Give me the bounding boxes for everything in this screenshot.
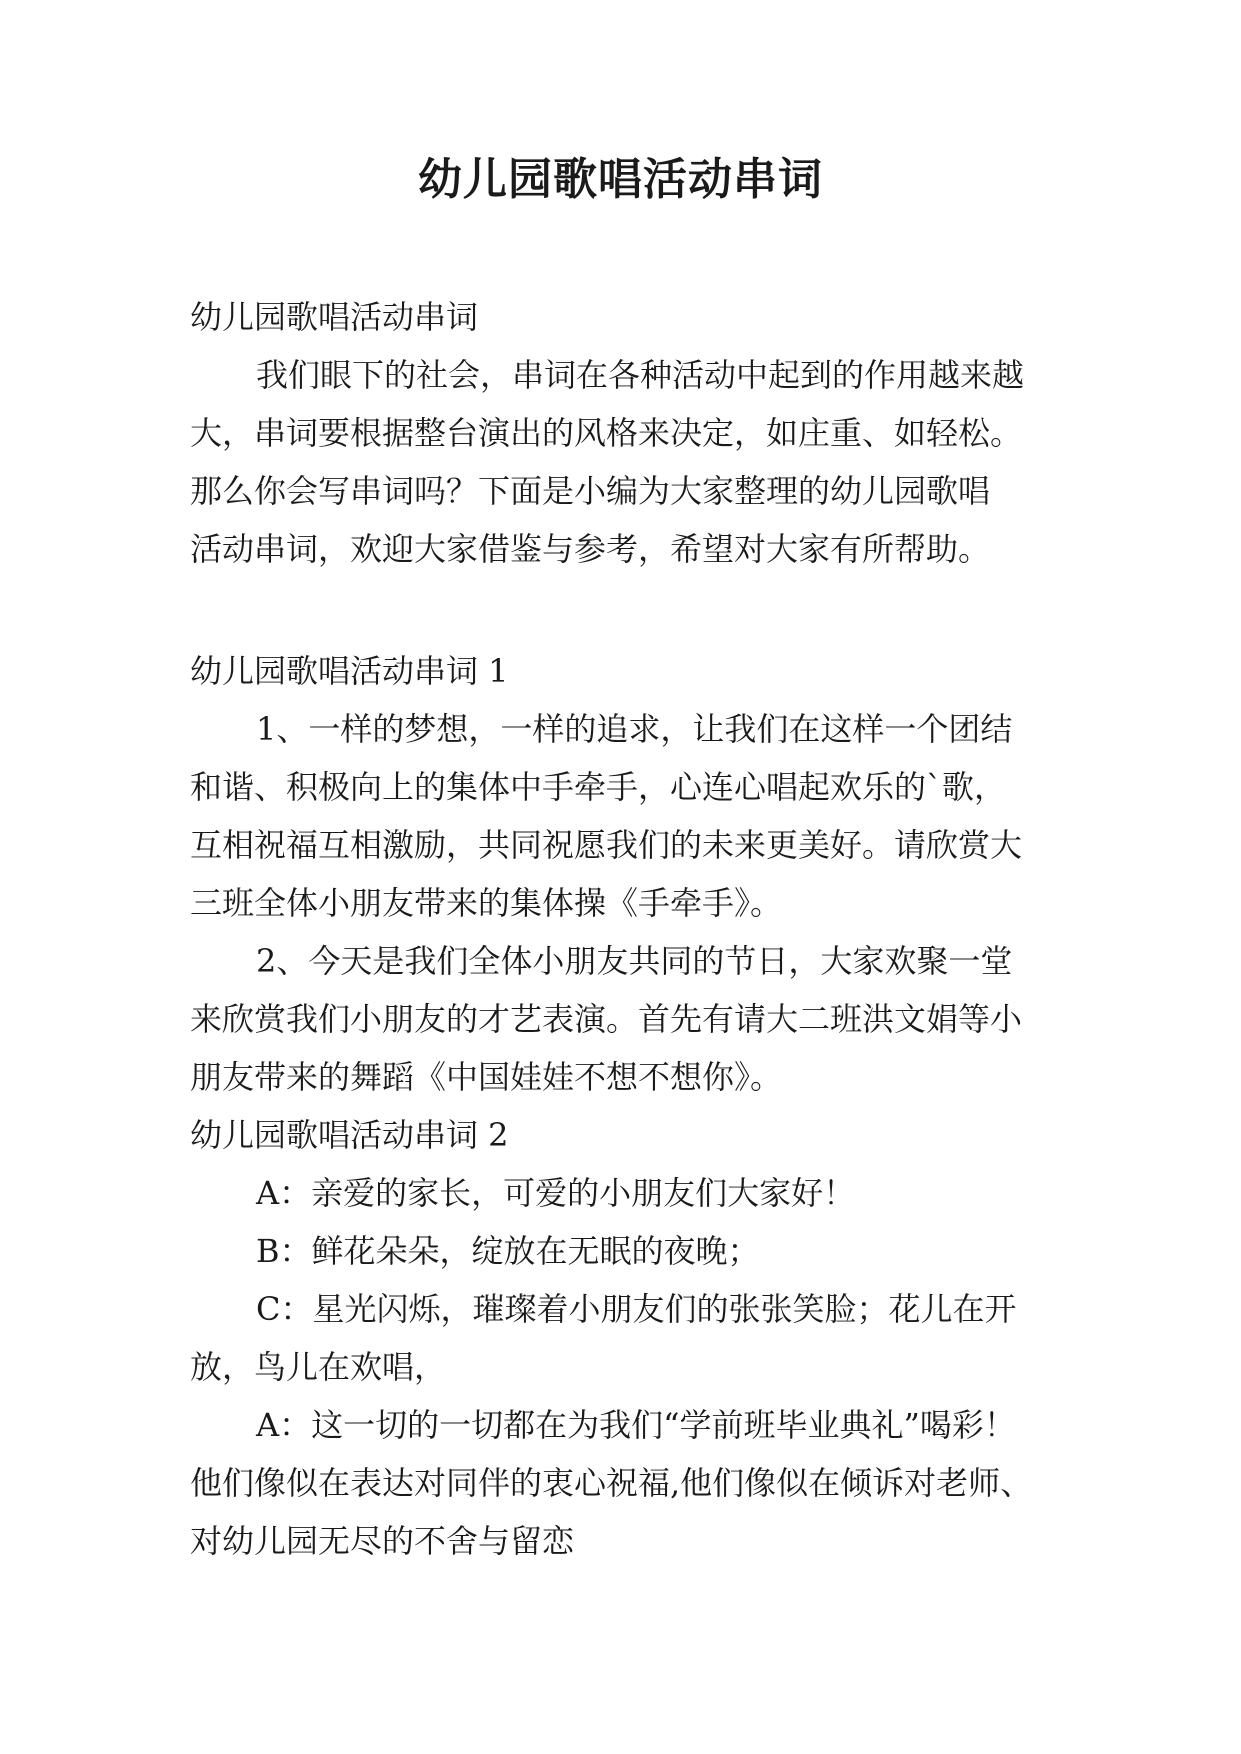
- paragraph-line: 我们眼下的社会，串词在各种活动中起到的作用越来越: [256, 356, 1025, 394]
- document-body: [190, 288, 1060, 1570]
- paragraph-line: 他们像似在表达对同伴的衷心祝福,他们像似在倾诉对老师、: [190, 1464, 1033, 1502]
- paragraph-line: 朋友带来的舞蹈《中国娃娃不想不想你》。: [190, 1058, 783, 1096]
- paragraph-line: 那么你会写串词吗？下面是小编为大家整理的幼儿园歌唱: [190, 472, 991, 510]
- paragraph-line: B：鲜花朵朵，绽放在无眠的夜晚；: [256, 1232, 760, 1270]
- paragraph-line: 1、一样的梦想，一样的追求，让我们在这样一个团结: [256, 710, 1013, 748]
- paragraph-line: A：亲爱的家长，可爱的小朋友们大家好！: [256, 1174, 856, 1212]
- paragraph-line: 来欣赏我们小朋友的才艺表演。首先有请大二班洪文娟等小: [190, 1000, 1023, 1038]
- paragraph-line: A：这一切的一切都在为我们“学前班毕业典礼”喝彩！: [256, 1406, 1016, 1444]
- paragraph-line: 大，串词要根据整台演出的风格来决定，如庄重、如轻松。: [190, 414, 1023, 452]
- paragraph-line: 三班全体小朋友带来的集体操《手牵手》。: [190, 884, 783, 922]
- paragraph-spacer: [190, 578, 1060, 642]
- paragraph-line: 活动串词，欢迎大家借鉴与参考，希望对大家有所帮助。: [190, 530, 991, 568]
- paragraph-line: 互相祝福互相激励，共同祝愿我们的未来更美好。请欣赏大: [190, 826, 1023, 864]
- paragraph-line: 放，鸟儿在欢唱，: [190, 1348, 447, 1386]
- paragraph-line: C：星光闪烁，璀璨着小朋友们的张张笑脸；花儿在开: [256, 1290, 1017, 1328]
- paragraph-line: 2、今天是我们全体小朋友共同的节日，大家欢聚一堂: [256, 942, 1013, 980]
- section-heading: 幼儿园歌唱活动串词: [190, 298, 479, 336]
- paragraph-line: 和谐、积极向上的集体中手牵手，心连心唱起欢乐的`歌，: [190, 768, 1007, 806]
- section-heading: 幼儿园歌唱活动串词 2: [190, 1116, 509, 1154]
- document-title: 幼儿园歌唱活动串词: [418, 154, 823, 205]
- section-heading: 幼儿园歌唱活动串词 1: [190, 652, 509, 690]
- paragraph-line: 对幼儿园无尽的不舍与留恋: [190, 1522, 575, 1560]
